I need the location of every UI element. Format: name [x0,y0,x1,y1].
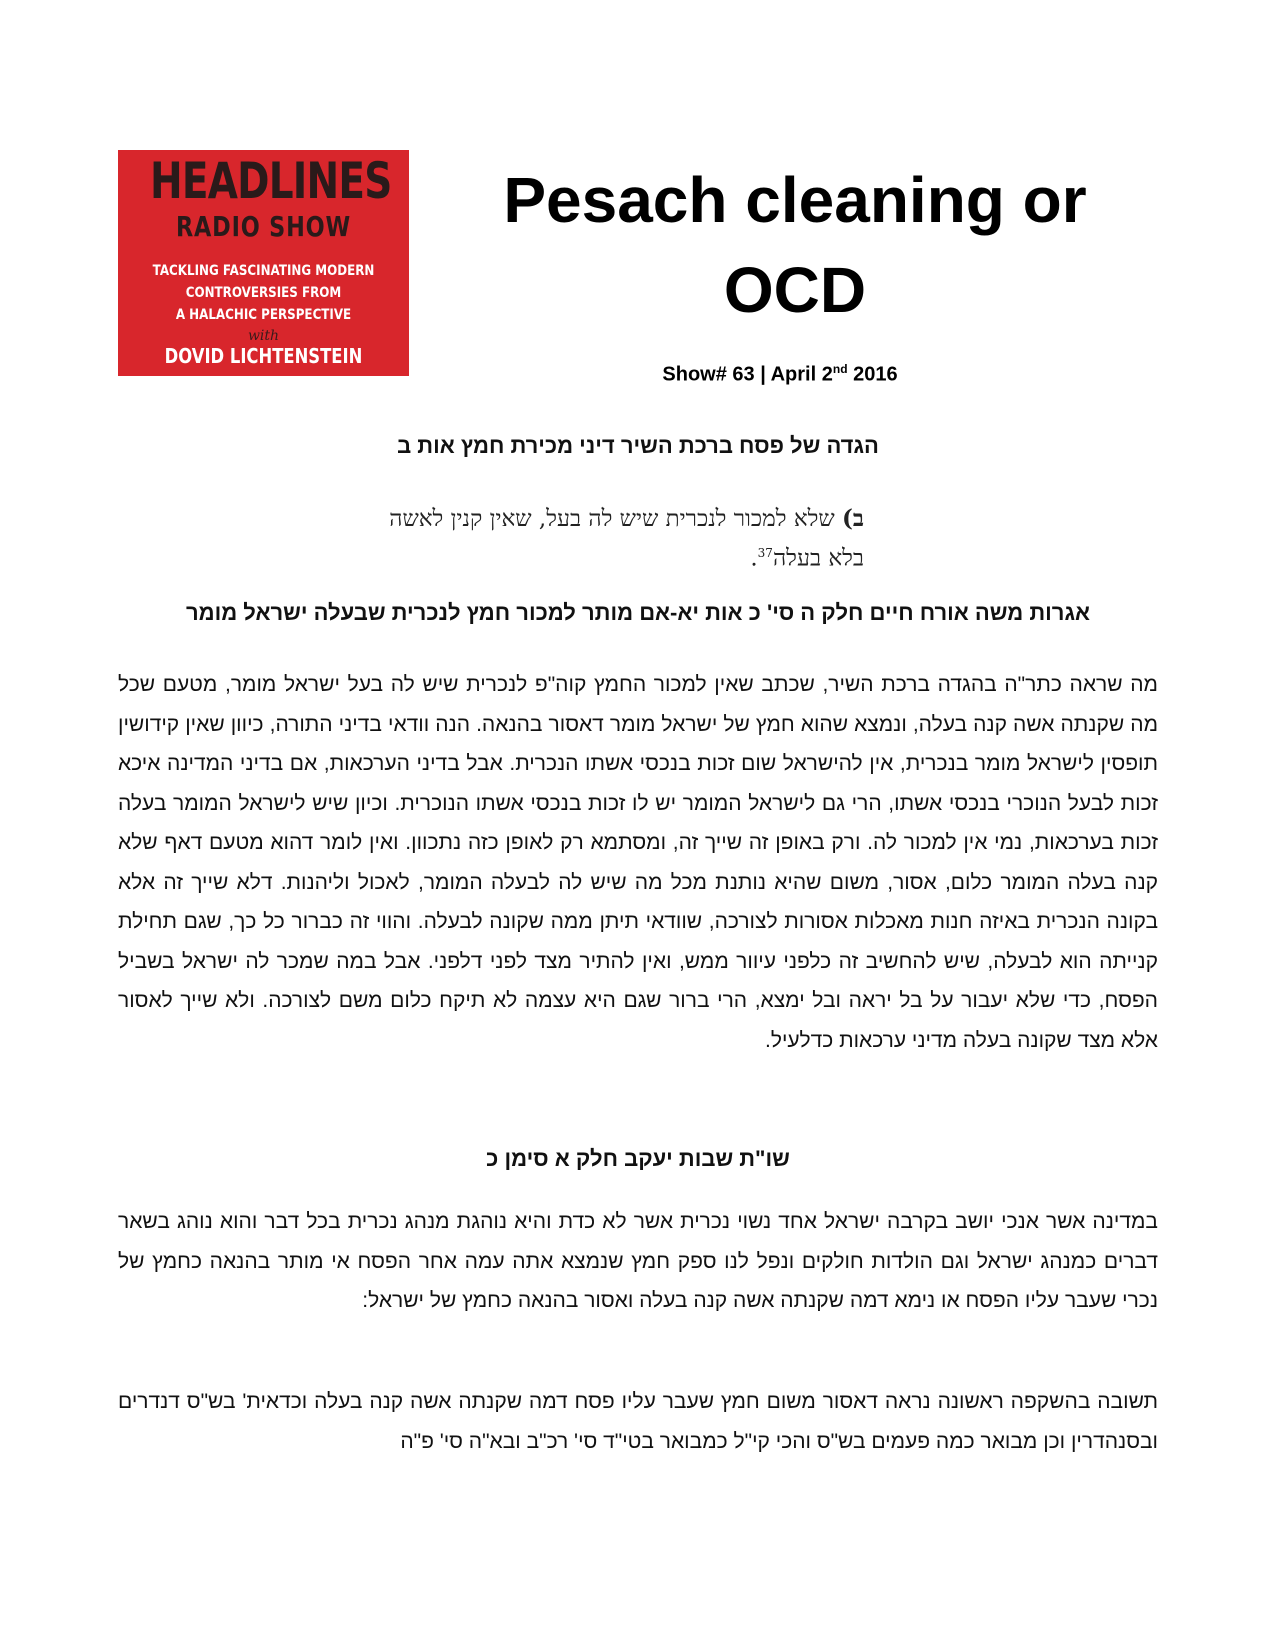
show-info-ordinal: nd [832,362,848,376]
logo-with: with [247,328,280,344]
show-info [560,362,1000,387]
show-info-year: 2016 [847,363,898,386]
quote-text: שלא למכור לנכרית שיש לה בעל, שאין קנין לאשה בלא בעלה [389,506,864,572]
logo-radio-show: RADIO SHOW [176,210,351,243]
quote-bullet: ב) [842,505,864,532]
logo-host-name: DOVID LICHTENSTEIN [164,344,363,368]
show-info-prefix: Show# 63 | April 2 [662,363,833,386]
logo-tagline: TACKLING FASCINATING MODERN CONTROVERSIES FROM A HALACHIC PERSPECTIVE [152,263,375,323]
paragraph-igros-moshe: מה שראה כתר"ה בהגדה ברכת השיר, שכתב שאין למכור החמץ קוה"פ לנכרית שיש לה בעל ישראל מומר, מטעם שכל מה שקנתה אשה קנה בעלה, ונמצא שהוא חמץ של ישראל מומר דאסור בהנאה. הנה וודאי בדיני התורה, כיוון שאין קידושין תופסין לישראל מומר בנכרית, אין להישראל שום זכות בנכסי אשתו הנכרית. אבל בדיני הערכאות, אם בדיני המדינה איכא זכות לבעל הנוכרי בנכסי אשתו, הרי גם לישראל המומר יש לו זכות בנכסי אשתו הנוכרית. וכיון שיש לישראל המומר בעלה זכות בערכאות, נמי אין למכור לה. ורק באופן זה שייך זה, ומסתמא רק לאופן כזה נתכוון. ואין לומר דהוא מטעם דאף שלא קנה בעלה המומר כלום, אסור, משום שהיא נותנת מכל מה שיש לה לבעלה המומר, לאכול וליהנות. דלא שייך זה אלא בקונה הנכרית באיזה חנות מאכלות אסורות לצורכה, שוודאי תיתן ממה שקונה לבעלה. והווי זה כברור כל כך, שגם תחילת קנייתה הוא לבעלה, שיש להחשיב זה כלפני עיוור ממש, ואין להתיר מצד לפני דלפני. אבל במה שמכר לה ישראל בשביל הפסח, כדי שלא יעבור על בל יראה ובל ימצא, הרי ברור שגם היא עצמה לא תיקח כלום משם לצורכה. ולא שייך לאסור אלא מצד שקונה בעלה מדיני ערכאות כדלעיל. [118,673,1158,1052]
section-heading-shvus-yaakov: שו"ת שבות יעקב חלק א סימן כ [486,1146,790,1171]
paragraph-question: במדינה אשר אנכי יושב בקרבה ישראל אחד נשוי נכרית אשר לא כדת והיא נוהגת מנהג נכרית בכל דבר והוא נוהג בשאר דברים כמנהג ישראל וגם הולדות חולקים ונפל לנו ספק חמץ שנמצא אתה עמה אחר הפסח אי מותר בהנאה כחמץ של נכרי שעבר עליו הפסח או נימא דמה שקנתה אשה קנה בעלה ואסור בהנאה כחמץ של ישראל: [118,1210,1158,1312]
quoted-excerpt [380,502,864,576]
page-title: Pesach cleaning or OCD [503,164,1087,326]
quote-period: . [750,545,758,572]
section-heading-igros-moshe: אגרות משה אורח חיים חלק ה סי' כ אות יא-אם מותר למכור חמץ לנכרית שבעלה ישראל מומר [185,600,1091,625]
show-logo [118,150,409,376]
paragraph-answer: תשובה בהשקפה ראשונה נראה דאסור משום חמץ שעבר עליו פסח דמה שקנתה אשה קנה בעלה וכדאית' בש"ס דנדרים ובסנהדרין וכן מבואר כמה פעמים בש"ס והכי קי"ל כמבואר בטי"ד סי' רכ"ב ובא"ה סי' פ"ה [118,1390,1158,1453]
quote-footnote-ref: 37 [757,546,773,560]
logo-headlines: HEADLINES [150,152,392,210]
section-heading-haggadah: הגדה של פסח ברכת השיר דיני מכירת חמץ אות ב [397,433,879,458]
